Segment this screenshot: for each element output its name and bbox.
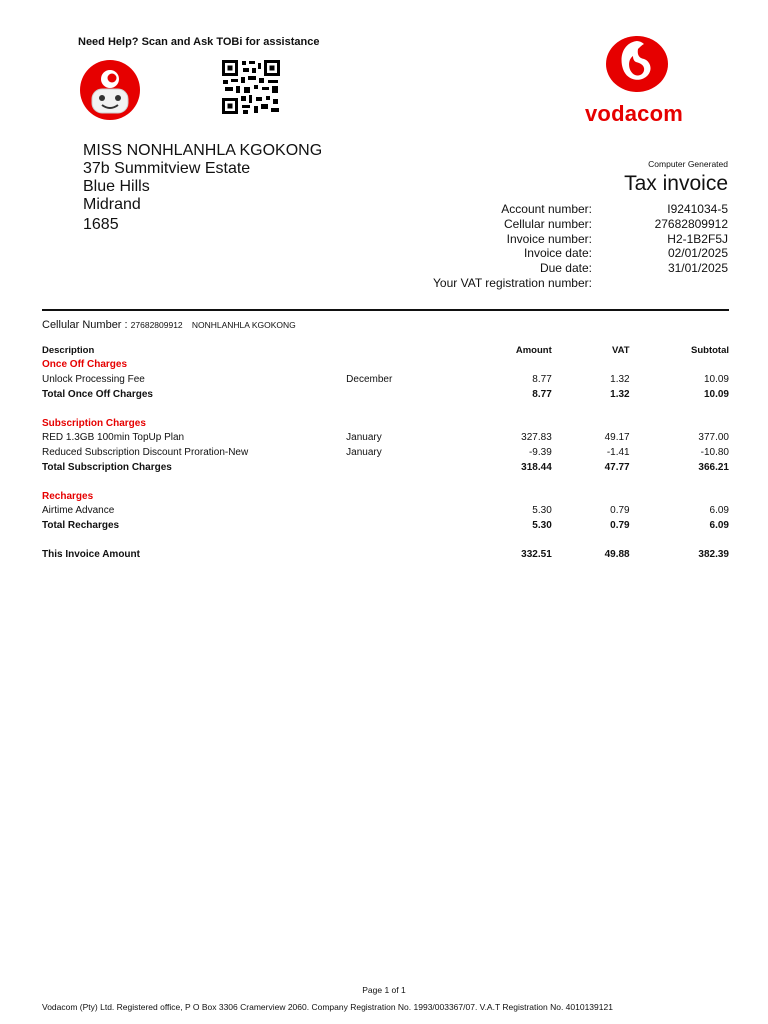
spacer-row — [42, 533, 729, 548]
vat-registration-label: Your VAT registration number: — [433, 276, 592, 290]
item-period: January — [346, 432, 382, 444]
item-vat: 49.17 — [604, 432, 630, 444]
cellular-line-number: 27682809912 — [130, 320, 183, 330]
section-total-row — [42, 460, 729, 475]
invoice-total-amount: 332.51 — [521, 549, 552, 561]
invoice-total-vat: 49.88 — [604, 549, 630, 561]
item-vat: 0.79 — [610, 505, 630, 517]
table-row — [42, 445, 729, 460]
section-title-row — [42, 489, 729, 504]
section-title: Once Off Charges — [42, 359, 128, 371]
total-vat: 1.32 — [610, 388, 630, 400]
item-amount: 8.77 — [532, 373, 552, 385]
column-header-vat: VAT — [612, 344, 630, 356]
column-header-period — [346, 343, 447, 358]
document-title: Tax invoice — [624, 172, 728, 195]
cellular-line-header — [42, 319, 296, 331]
invoice-date-label: Invoice date: — [523, 246, 592, 260]
invoice-total-label: This Invoice Amount — [42, 549, 140, 561]
column-header-description: Description — [42, 344, 95, 356]
vodacom-logo-text: vodacom — [585, 101, 683, 126]
invoice-number-label: Invoice number: — [506, 232, 592, 246]
address-line: Midrand — [83, 196, 141, 213]
table-header-row — [42, 343, 729, 358]
item-description: Airtime Advance — [42, 505, 115, 517]
item-subtotal: -10.80 — [700, 446, 729, 458]
spacer-row — [42, 401, 729, 416]
account-number-label: Account number: — [501, 202, 592, 216]
item-description: Reduced Subscription Discount Proration-New — [42, 446, 249, 458]
address-line: Blue Hills — [83, 178, 150, 195]
item-amount: -9.39 — [528, 446, 552, 458]
spacer-row — [42, 474, 729, 489]
section-title: Subscription Charges — [42, 417, 146, 429]
item-vat: -1.41 — [606, 446, 630, 458]
cellular-number-value: 27682809912 — [654, 217, 728, 231]
tobi-robot-icon — [78, 58, 142, 122]
item-subtotal: 377.00 — [698, 432, 729, 444]
item-subtotal: 6.09 — [709, 505, 729, 517]
total-vat: 0.79 — [610, 519, 630, 531]
total-amount: 318.44 — [521, 461, 552, 473]
account-number-value: I9241034-5 — [667, 202, 728, 216]
page-number: Page 1 of 1 — [362, 985, 406, 995]
section-title-row — [42, 358, 729, 373]
table-row — [42, 431, 729, 446]
total-label: Total Once Off Charges — [42, 388, 153, 400]
column-header-amount: Amount — [515, 344, 552, 356]
invoice-total-row — [42, 547, 729, 562]
table-row — [42, 504, 729, 519]
qr-code-icon — [221, 59, 281, 115]
computer-generated-note: Computer Generated — [648, 159, 728, 169]
cellular-line-label: Cellular Number : — [42, 319, 128, 331]
charges-table — [42, 343, 729, 562]
total-subtotal: 10.09 — [703, 388, 729, 400]
customer-name: MISS NONHLANHLA KGOKONG — [83, 142, 323, 159]
address-line: 37b Summitview Estate — [83, 160, 251, 177]
address-line: 1685 — [83, 216, 119, 233]
invoice-number-value: H2-1B2F5J — [667, 232, 728, 246]
cellular-line-name: NONHLANHLA KGOKONG — [191, 320, 296, 330]
section-title: Recharges — [42, 490, 94, 502]
item-description: RED 1.3GB 100min TopUp Plan — [42, 432, 185, 444]
invoice-date-value: 02/01/2025 — [667, 246, 728, 260]
table-row — [42, 372, 729, 387]
item-amount: 5.30 — [532, 505, 552, 517]
due-date-value: 31/01/2025 — [667, 261, 728, 275]
help-text: Need Help? Scan and Ask TOBi for assistance — [78, 36, 320, 48]
column-header-subtotal: Subtotal — [691, 344, 729, 356]
total-subtotal: 6.09 — [709, 519, 729, 531]
section-total-row — [42, 387, 729, 402]
total-subtotal: 366.21 — [698, 461, 729, 473]
item-period — [346, 504, 447, 519]
vodacom-speech-mark-icon — [604, 35, 670, 93]
item-period: December — [346, 373, 393, 385]
invoice-total-subtotal: 382.39 — [698, 549, 729, 561]
item-amount: 327.83 — [521, 432, 552, 444]
item-subtotal: 10.09 — [703, 373, 729, 385]
total-amount: 8.77 — [532, 388, 552, 400]
total-vat: 47.77 — [604, 461, 630, 473]
cellular-number-label: Cellular number: — [503, 217, 592, 231]
section-divider — [42, 309, 729, 311]
due-date-label: Due date: — [539, 261, 592, 275]
total-label: Total Recharges — [42, 519, 120, 531]
section-title-row — [42, 416, 729, 431]
item-vat: 1.32 — [610, 373, 630, 385]
section-total-row — [42, 518, 729, 533]
total-label: Total Subscription Charges — [42, 461, 172, 473]
item-period: January — [346, 446, 382, 458]
item-description: Unlock Processing Fee — [42, 373, 145, 385]
company-footer: Vodacom (Pty) Ltd. Registered office, P O Box 3306 Cramerview 2060. Company Registration No. 1993/003367/07. V.A.T Registration No. 4010139121 — [42, 1002, 613, 1012]
total-amount: 5.30 — [532, 519, 552, 531]
